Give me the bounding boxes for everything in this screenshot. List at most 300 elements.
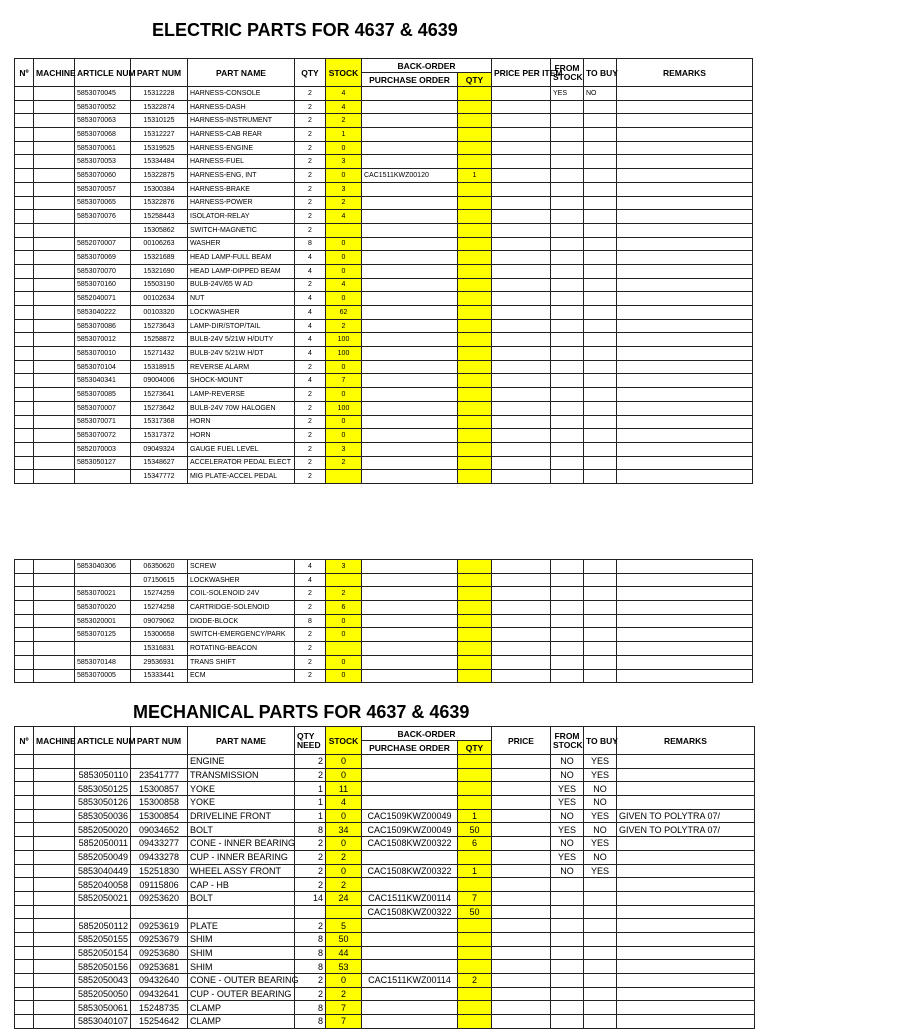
cell-from-stock: YES [551,87,584,101]
cell-bo-qty [458,655,492,669]
cell-to-buy [584,946,617,960]
header-stock: STOCK [326,727,362,755]
cell-part-name: HARNESS-BRAKE [188,182,295,196]
cell-part-name: LAMP-DIR/STOP/TAIL [188,319,295,333]
table-row [15,360,753,374]
cell-remarks [617,292,753,306]
cell-part-name: HARNESS-CAB REAR [188,128,295,142]
cell-stock: 0 [326,429,362,443]
cell-machine [34,264,75,278]
header-article-num: ARTICLE NUM [75,59,131,87]
cell-purchase-order: CAC1511KWZ00114 [362,974,458,988]
cell-bo-qty [458,642,492,656]
cell-to-buy [584,100,617,114]
cell-qty: 2 [295,987,326,1001]
cell-qty: 2 [295,401,326,415]
cell-part-name: TRANSMISSION [188,768,295,782]
cell-remarks [617,141,753,155]
header-remarks: REMARKS [617,59,753,87]
cell-stock: 100 [326,333,362,347]
cell-purchase-order: CAC1509KWZ00049 [362,809,458,823]
cell-machine [34,237,75,251]
cell-price [492,182,551,196]
cell-part-num: 15348627 [131,456,188,470]
table-row [15,128,753,142]
cell-qty: 2 [295,415,326,429]
cell-remarks [617,891,755,905]
cell-to-buy [584,587,617,601]
cell-no [15,768,34,782]
cell-part-num: 09034652 [131,823,188,837]
cell-part-name: TRANS SHIFT [188,655,295,669]
cell-purchase-order [362,251,458,265]
cell-purchase-order [362,155,458,169]
cell-part-num: 09253620 [131,891,188,905]
cell-bo-qty [458,1015,492,1029]
cell-bo-qty [458,429,492,443]
cell-price [492,642,551,656]
cell-part-name: BULB-24V 5/21W H/DT [188,347,295,361]
cell-bo-qty [458,155,492,169]
cell-purchase-order [362,128,458,142]
cell-part-name: DIODE-BLOCK [188,614,295,628]
cell-bo-qty [458,456,492,470]
cell-price [492,388,551,402]
cell-from-stock [551,974,584,988]
cell-article-num: 5853070007 [75,401,131,415]
cell-bo-qty [458,768,492,782]
cell-bo-qty: 7 [458,891,492,905]
table-row [15,388,753,402]
header-back-order: BACK-ORDER [362,727,492,741]
cell-part-name: COIL-SOLENOID 24V [188,587,295,601]
cell-price [492,768,551,782]
cell-part-name: REVERSE ALARM [188,360,295,374]
table-row [15,292,753,306]
cell-qty: 4 [295,573,326,587]
table-row [15,210,753,224]
cell-article-num: 5852070003 [75,442,131,456]
cell-remarks [617,182,753,196]
cell-article-num: 5852050154 [75,946,131,960]
cell-no [15,864,34,878]
table-row [15,932,755,946]
cell-part-name: ISOLATOR-RELAY [188,210,295,224]
cell-purchase-order: CAC1508KWZ00322 [362,864,458,878]
cell-part-name: SHIM [188,932,295,946]
cell-stock: 2 [326,456,362,470]
cell-part-name: WHEEL ASSY FRONT [188,864,295,878]
cell-part-name: ECM [188,669,295,683]
cell-price [492,374,551,388]
cell-no [15,642,34,656]
electric-parts-table-continued [14,559,753,683]
cell-bo-qty [458,360,492,374]
cell-price [492,456,551,470]
cell-part-num: 15333441 [131,669,188,683]
cell-remarks [617,333,753,347]
cell-from-stock [551,401,584,415]
cell-purchase-order [362,401,458,415]
cell-from-stock [551,374,584,388]
cell-bo-qty [458,251,492,265]
cell-to-buy [584,210,617,224]
cell-no [15,319,34,333]
cell-price [492,237,551,251]
cell-purchase-order [362,223,458,237]
page-gap [14,484,768,559]
table-row [15,601,753,615]
cell-part-num: 15300854 [131,809,188,823]
cell-no [15,374,34,388]
cell-purchase-order [362,87,458,101]
cell-remarks [617,388,753,402]
cell-remarks [617,932,755,946]
table-row [15,415,753,429]
cell-part-num: 09253619 [131,919,188,933]
cell-no [15,278,34,292]
cell-price [492,292,551,306]
cell-to-buy [584,128,617,142]
cell-bo-qty [458,388,492,402]
cell-stock: 0 [326,169,362,183]
cell-purchase-order [362,768,458,782]
cell-no [15,587,34,601]
cell-article-num: 5852050021 [75,891,131,905]
cell-machine [34,587,75,601]
cell-stock: 2 [326,114,362,128]
cell-qty: 8 [295,1015,326,1029]
header-qty: QTY [295,59,326,87]
header-part-name: PART NAME [188,59,295,87]
cell-price [492,87,551,101]
cell-stock: 0 [326,237,362,251]
cell-price [492,932,551,946]
cell-qty: 2 [295,278,326,292]
cell-from-stock [551,114,584,128]
cell-part-num: 09253681 [131,960,188,974]
cell-stock: 7 [326,1015,362,1029]
cell-price [492,278,551,292]
cell-part-num: 15319525 [131,141,188,155]
cell-bo-qty [458,960,492,974]
cell-from-stock [551,429,584,443]
cell-no [15,306,34,320]
cell-to-buy [584,429,617,443]
table-row [15,196,753,210]
cell-purchase-order [362,333,458,347]
cell-qty: 2 [295,100,326,114]
cell-no [15,415,34,429]
cell-stock: 2 [326,196,362,210]
cell-purchase-order [362,919,458,933]
cell-to-buy: NO [584,87,617,101]
cell-qty: 2 [295,601,326,615]
cell-part-num: 09433277 [131,837,188,851]
cell-machine [34,891,75,905]
cell-machine [34,864,75,878]
header-back-order: BACK-ORDER [362,59,492,73]
cell-machine [34,655,75,669]
cell-article-num: 5853070012 [75,333,131,347]
cell-machine [34,388,75,402]
table-row [15,333,753,347]
cell-article-num: 5853050061 [75,1001,131,1015]
cell-purchase-order [362,1015,458,1029]
cell-bo-qty [458,182,492,196]
cell-from-stock [551,960,584,974]
cell-to-buy [584,251,617,265]
cell-from-stock [551,141,584,155]
cell-no [15,264,34,278]
cell-to-buy [584,182,617,196]
table-row [15,169,753,183]
cell-to-buy [584,456,617,470]
cell-no [15,223,34,237]
cell-from-stock [551,128,584,142]
cell-stock [326,905,362,919]
cell-article-num: 5853050127 [75,456,131,470]
cell-price [492,669,551,683]
cell-no [15,755,34,769]
cell-part-num: 15347772 [131,470,188,484]
cell-from-stock [551,442,584,456]
cell-article-num: 5852050043 [75,974,131,988]
cell-bo-qty [458,442,492,456]
cell-bo-qty [458,470,492,484]
cell-part-num [131,905,188,919]
cell-machine [34,251,75,265]
cell-price [492,306,551,320]
table-row [15,974,755,988]
cell-stock: 7 [326,374,362,388]
cell-remarks [617,782,755,796]
cell-qty: 4 [295,264,326,278]
cell-no [15,182,34,196]
cell-purchase-order [362,347,458,361]
cell-remarks [617,919,755,933]
cell-remarks [617,319,753,333]
cell-purchase-order: CAC1508KWZ00322 [362,905,458,919]
cell-qty: 2 [295,429,326,443]
cell-price [492,128,551,142]
cell-part-name: YOKE [188,782,295,796]
cell-from-stock [551,601,584,615]
cell-from-stock [551,614,584,628]
cell-from-stock [551,306,584,320]
cell-article-num: 5853070070 [75,264,131,278]
cell-to-buy: NO [584,823,617,837]
cell-machine [34,837,75,851]
cell-part-name: CAP - HB [188,878,295,892]
cell-machine [34,601,75,615]
cell-to-buy [584,237,617,251]
cell-bo-qty [458,560,492,574]
cell-remarks [617,655,753,669]
table-row [15,306,753,320]
cell-to-buy [584,919,617,933]
cell-bo-qty: 1 [458,864,492,878]
cell-bo-qty [458,587,492,601]
cell-qty: 2 [295,587,326,601]
cell-part-num: 15321690 [131,264,188,278]
table-row [15,278,753,292]
cell-part-name: YOKE [188,796,295,810]
cell-qty: 8 [295,932,326,946]
cell-article-num: 5853070005 [75,669,131,683]
cell-no [15,169,34,183]
cell-from-stock [551,388,584,402]
cell-no [15,960,34,974]
cell-part-num: 15312227 [131,128,188,142]
cell-to-buy [584,1001,617,1015]
cell-from-stock: YES [551,850,584,864]
cell-purchase-order [362,587,458,601]
cell-to-buy: YES [584,768,617,782]
cell-from-stock [551,642,584,656]
cell-from-stock [551,196,584,210]
cell-to-buy [584,974,617,988]
cell-no [15,401,34,415]
cell-bo-qty [458,755,492,769]
cell-part-num: 15274259 [131,587,188,601]
cell-bo-qty: 50 [458,823,492,837]
cell-part-num: 15310125 [131,114,188,128]
cell-part-num: 09253679 [131,932,188,946]
cell-price [492,796,551,810]
cell-qty: 4 [295,251,326,265]
cell-purchase-order [362,429,458,443]
cell-no [15,891,34,905]
cell-machine [34,628,75,642]
cell-qty: 2 [295,223,326,237]
cell-price [492,223,551,237]
cell-bo-qty: 1 [458,809,492,823]
cell-part-name: DRIVELINE FRONT [188,809,295,823]
cell-bo-qty [458,573,492,587]
cell-part-name: ACCELERATOR PEDAL ELECT [188,456,295,470]
cell-stock: 0 [326,655,362,669]
cell-part-num: 09432641 [131,987,188,1001]
cell-part-num: 15317372 [131,429,188,443]
cell-part-name: BOLT [188,891,295,905]
cell-stock: 24 [326,891,362,905]
cell-from-stock: NO [551,809,584,823]
cell-remarks [617,850,755,864]
cell-stock [326,573,362,587]
cell-price [492,401,551,415]
cell-qty: 2 [295,456,326,470]
cell-machine [34,169,75,183]
cell-remarks [617,223,753,237]
cell-purchase-order [362,601,458,615]
cell-purchase-order [362,987,458,1001]
cell-part-num: 15300857 [131,782,188,796]
cell-to-buy [584,360,617,374]
cell-price [492,946,551,960]
cell-part-name: HARNESS-ENG, INT [188,169,295,183]
cell-price [492,655,551,669]
cell-qty: 2 [295,114,326,128]
cell-from-stock [551,573,584,587]
cell-from-stock [551,628,584,642]
cell-purchase-order [362,306,458,320]
cell-stock: 2 [326,850,362,864]
cell-qty: 2 [295,196,326,210]
cell-remarks: GIVEN TO POLYTRA 07/ [617,809,755,823]
cell-machine [34,442,75,456]
cell-stock: 53 [326,960,362,974]
cell-price [492,114,551,128]
cell-part-name: LAMP-REVERSE [188,388,295,402]
cell-stock: 0 [326,292,362,306]
cell-no [15,1001,34,1015]
cell-to-buy [584,905,617,919]
cell-part-num: 15334484 [131,155,188,169]
cell-price [492,429,551,443]
cell-bo-qty [458,319,492,333]
cell-bo-qty [458,196,492,210]
cell-no [15,100,34,114]
cell-purchase-order [362,196,458,210]
cell-stock: 44 [326,946,362,960]
cell-part-name: BULB-24V/65 W AD [188,278,295,292]
cell-from-stock [551,182,584,196]
cell-qty: 2 [295,850,326,864]
cell-from-stock [551,333,584,347]
electric-parts-table [14,58,753,484]
cell-article-num: 5852050112 [75,919,131,933]
cell-bo-qty: 1 [458,169,492,183]
cell-part-num: 15305862 [131,223,188,237]
cell-stock [326,223,362,237]
cell-qty: 4 [295,319,326,333]
header-from-stock: FROM STOCK [551,59,584,87]
cell-stock: 4 [326,210,362,224]
cell-no [15,974,34,988]
cell-to-buy: NO [584,850,617,864]
cell-bo-qty [458,292,492,306]
cell-remarks [617,905,755,919]
cell-stock: 2 [326,987,362,1001]
cell-from-stock [551,210,584,224]
cell-stock: 6 [326,601,362,615]
cell-remarks [617,864,755,878]
cell-to-buy: YES [584,755,617,769]
cell-part-num: 15318915 [131,360,188,374]
cell-qty: 2 [295,128,326,142]
cell-machine [34,306,75,320]
cell-from-stock [551,905,584,919]
cell-qty [295,905,326,919]
cell-remarks [617,987,755,1001]
cell-remarks [617,128,753,142]
header-remarks: REMARKS [617,727,755,755]
cell-article-num: 5853070148 [75,655,131,669]
cell-part-num: 15300658 [131,628,188,642]
cell-part-name: SWITCH-MAGNETIC [188,223,295,237]
table-row [15,905,755,919]
table-row [15,573,753,587]
cell-to-buy: NO [584,796,617,810]
cell-price [492,333,551,347]
cell-stock: 34 [326,823,362,837]
cell-purchase-order: CAC1508KWZ00322 [362,837,458,851]
table-row [15,755,755,769]
cell-purchase-order [362,292,458,306]
cell-from-stock [551,932,584,946]
cell-qty: 2 [295,470,326,484]
